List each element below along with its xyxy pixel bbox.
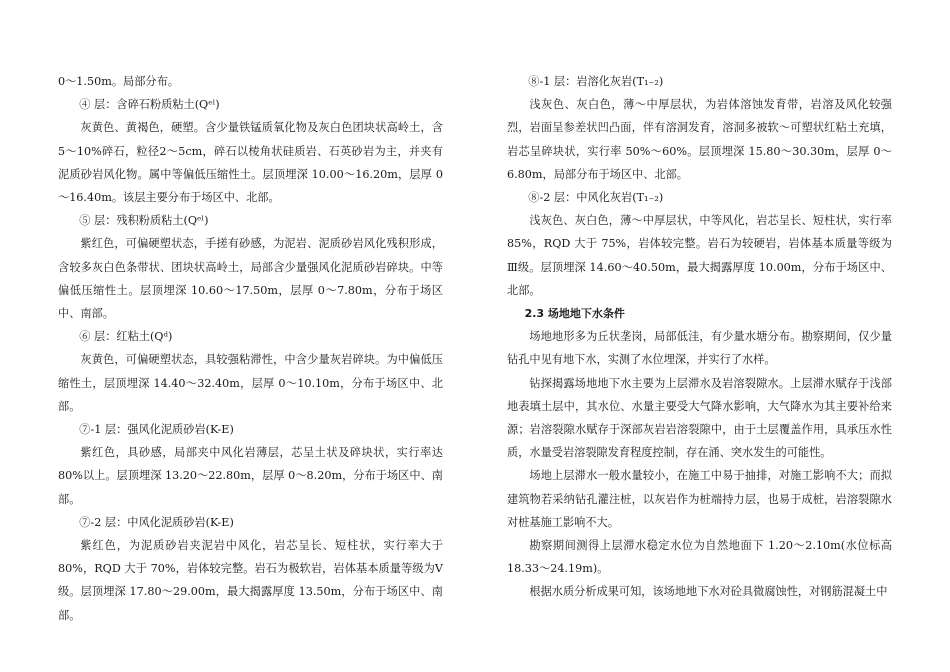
paragraph: 场地地形多为丘状垄岗，局部低洼，有少量水塘分布。勘察期间，仅少量钻孔中见有地下水，实测了水位埋深，并实行了水样。	[507, 330, 892, 367]
paragraph: 钻探揭露场地地下水主要为上层滞水及岩溶裂隙水。上层滞水赋存于浅部地表填土层中，其水位、水量主要受大气降水影响，大气降水为其主要补给来源；岩溶裂隙水赋存于深部灰岩岩溶裂隙中，由于土层覆盖作用，具承压水性质，水量受岩溶裂隙发育程度控制，存在涌、突水发生的可能性。	[507, 376, 892, 460]
paragraph: 灰黄色、黄褐色，硬塑。含少量铁锰质氧化物及灰白色团块状高岭土，含5～10%碎石，粒径2～5cm，碎石以棱角状硅质岩、石英砂岩为主，并夹有泥质砂岩风化物。属中等偏低压缩性土。层顶埋深 10.00～16.20m，层厚 0～16.40m。该层主要分布于场区中、北部。	[58, 121, 443, 205]
paragraph: 浅灰色、灰白色，薄～中厚层状，为岩体溶蚀发育带，岩溶及风化较强烈，岩面呈参差状凹凸面，伴有溶洞发育，溶洞多被软～可塑状红粘土充填，岩芯呈碎块状，实行率 50%～60%。层顶埋深 15.80～30.30m，层厚 0～6.80m，局部分布于场区中、北部。	[507, 98, 892, 181]
layer-heading: ⑥ 层：红粘土(Qᵈ)	[79, 330, 173, 344]
paragraph: 紫红色，具砂感，局部夹中风化岩薄层，芯呈土状及碎块状，实行率达80%以上。层顶埋深 13.20～22.80m，层厚 0～8.20m，分布于场区中、南部。	[58, 446, 443, 506]
paragraph: 灰黄色，可偏硬塑状态，具较强粘滞性，中含少量灰岩碎块。为中偏低压缩性土，层顶埋深 14.40～32.40m，层厚 0～10.10m，分布于场区中、北部。	[58, 353, 443, 413]
paragraph: 浅灰色、灰白色，薄～中厚层状，中等风化，岩芯呈长、短柱状，实行率85%，RQD 大于 75%，岩体较完整。岩石为较硬岩，岩体基本质量等级为Ⅲ级。层顶埋深 14.60～40.50m，最大揭露厚度 10.00m，分布于场区中、北部。	[507, 214, 892, 297]
paragraph: 紫红色，为泥质砂岩夹泥岩中风化，岩芯呈长、短柱状，实行率大于80%，RQD 大于 70%，岩体较完整。岩石为极软岩，岩体基本质量等级为Ⅴ级。层顶埋深 17.80～29.00m，最大揭露厚度 13.50m，分布于场区中、南部。	[58, 539, 443, 622]
paragraph: 根据水质分析成果可知，该场地地下水对砼具微腐蚀性，对钢筋混凝土中	[529, 585, 888, 599]
layer-heading: ⑦-1 层：强风化泥质砂岩(K-E)	[79, 423, 234, 437]
layer-heading: ⑧-1 层：岩溶化灰岩(T₁₋₂)	[528, 75, 664, 88]
paragraph: 0～1.50m。局部分布。	[58, 75, 179, 88]
left-column	[58, 70, 443, 627]
paragraph: 勘察期间测得上层滞水稳定水位为自然地面下 1.20～2.10m(水位标高18.33～24.19m)。	[507, 539, 892, 576]
paragraph: 紫红色，可偏硬塑状态，手搓有砂感，为泥岩、泥质砂岩风化残积形成，含较多灰白色条带状、团块状高岭土，局部含少量强风化泥质砂岩碎块。中等偏低压缩性土。层顶埋深 10.60～17.50m，层厚 0～7.80m，分布于场区中、南部。	[58, 237, 443, 321]
paragraph: 场地上层滞水一般水量较小，在施工中易于抽排，对施工影响不大；而拟建筑物若采纳钻孔灌注桩，以灰岩作为桩端持力层，也易于成桩，岩溶裂隙水对桩基施工影响不大。	[507, 469, 892, 529]
layer-heading: ⑤ 层：残积粉质粘土(Qᵉˡ)	[79, 214, 209, 228]
layer-heading: ⑧-2 层：中风化灰岩(T₁₋₂)	[528, 191, 664, 205]
layer-heading: ④ 层：含碎石粉质粘土(Qᵉˡ)	[79, 98, 220, 112]
right-column	[507, 70, 892, 604]
layer-heading: ⑦-2 层：中风化泥质砂岩(K-E)	[79, 515, 234, 529]
section-heading: 2.3 场地地下水条件	[524, 307, 625, 321]
